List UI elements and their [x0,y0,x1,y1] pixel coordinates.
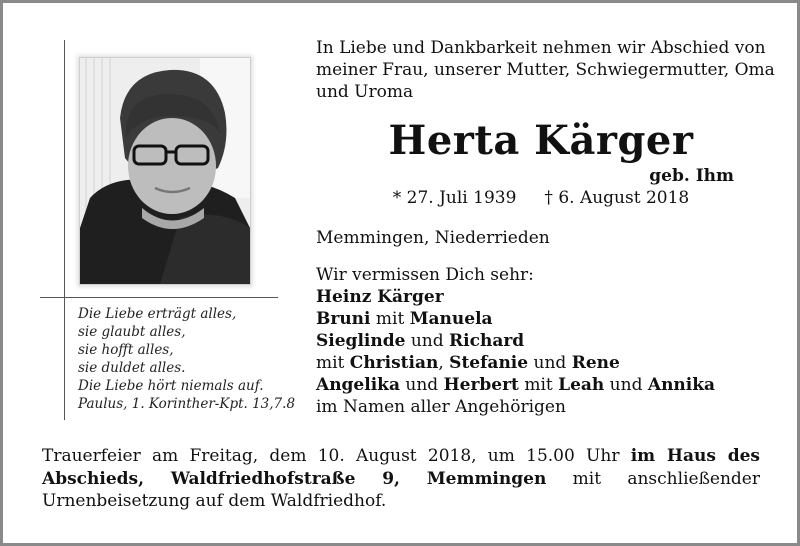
bible-quote [78,305,295,413]
bold-text: Heinz Kärger [316,287,444,307]
family-line [316,286,715,308]
quote-line: Die Liebe hört niemals auf. [78,378,264,394]
text: , [438,353,450,373]
birth-date: * 27. Juli 1939 [392,188,517,208]
places: Memmingen, Niederrieden [316,228,550,248]
quote-line: Die Liebe erträgt alles, [78,306,237,322]
family-list [316,264,715,418]
family-heading: Wir vermissen Dich sehr: [316,265,534,285]
quote-line: Paulus, 1. Korinther-Kpt. 13,7.8 [78,396,296,412]
text: mit anschließender Urnenbeisetzung auf dem Waldfriedhof. [42,468,760,511]
family-line [316,374,715,396]
bold-text: Stefanie [449,353,529,373]
funeral-info [42,445,760,513]
bold-text: im Haus des Abschieds, Waldfriedhofstraße 9, Memmingen [42,446,760,489]
bold-text: Manuela [409,309,493,329]
portrait-photo [80,58,250,284]
life-dates [316,188,766,208]
text: mit [316,353,350,373]
text: und [604,375,648,395]
bold-text: Annika [647,375,716,395]
text: mit [518,375,559,395]
family-line [316,352,715,374]
text: im Namen aller Angehörigen [316,397,566,417]
bold-text: Bruni [316,309,371,329]
bold-text: Herbert [443,375,519,395]
bold-text: Angelika [316,375,400,395]
family-line [316,308,715,330]
bold-text: Leah [558,375,605,395]
text: mit [370,309,410,329]
text: und [528,353,572,373]
intro-text: In Liebe und Dankbarkeit nehmen wir Abschied von meiner Frau, unserer Mutter, Schwiegermutter, Oma und Uroma [316,38,775,102]
horizontal-divider [40,297,278,298]
bold-text: Sieglinde [316,331,406,351]
bold-text: Richard [449,331,525,351]
bold-text: Christian [349,353,439,373]
vertical-divider [64,40,65,420]
text: und [399,375,444,395]
family-line [316,330,715,352]
family-lines [316,286,715,418]
text: Trauerfeier am Freitag, dem 10. August 2018, um 15.00 Uhr [42,446,631,466]
birth-name: geb. Ihm [649,166,734,186]
death-date: † 6. August 2018 [544,188,690,208]
quote-line: sie duldet alles. [78,360,186,376]
deceased-name: Herta Kärger [388,117,694,164]
family-line [316,396,715,418]
quote-line: sie hofft alles, [78,342,174,358]
bold-text: Rene [571,353,620,373]
text: und [405,331,450,351]
quote-line: sie glaubt alles, [78,324,186,340]
